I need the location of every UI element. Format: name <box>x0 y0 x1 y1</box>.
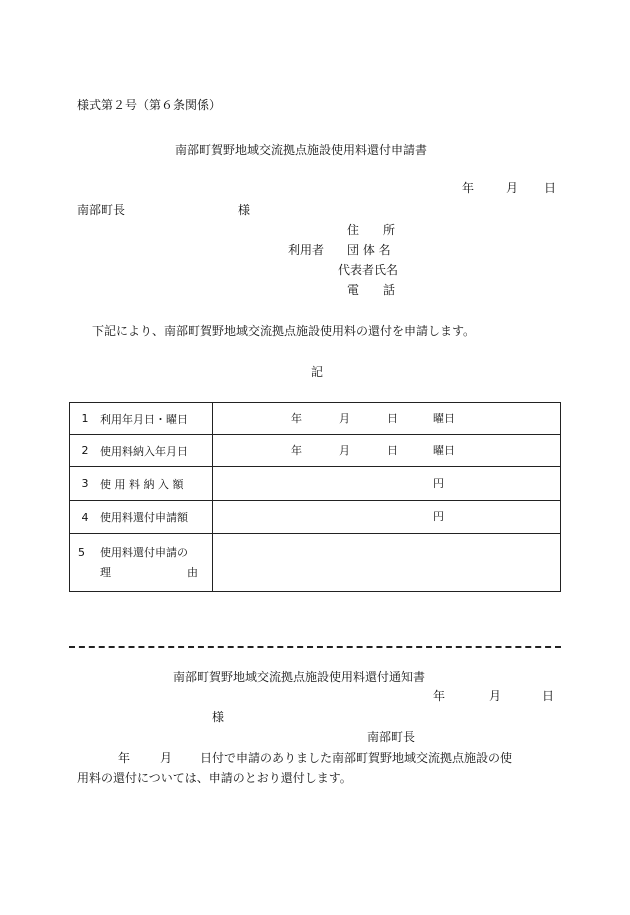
row-number: 4 <box>81 510 89 524</box>
paid-amount-yen: 円 <box>433 477 444 490</box>
applicant-group-label: 利用者 <box>288 243 325 257</box>
notice-line2-text: 用料の還付については、申請のとおり還付します。 <box>77 771 352 785</box>
row-label: 使用料還付申請額 <box>100 511 188 524</box>
row-label: 使用料納入年月日 <box>100 444 188 458</box>
payment-month-label: 月 <box>339 444 350 457</box>
notice-title: 南部町賀野地域交流拠点施設使用料還付通知書 <box>173 670 426 684</box>
row-label: 使用料還付申請の <box>100 546 188 559</box>
row-label: 利用年月日・曜日 <box>100 412 188 426</box>
row-label: 使 用 料 納 入 額 <box>100 477 184 491</box>
organization-label: 団 体 名 <box>347 243 391 257</box>
row-number: 1 <box>81 412 89 425</box>
notice-line1-month: 月 <box>160 751 173 765</box>
row-value-cell[interactable] <box>213 467 561 501</box>
use-day-label: 日 <box>387 412 398 425</box>
table-row <box>70 467 561 501</box>
payment-day-label: 日 <box>387 444 398 457</box>
phone-label: 電 話 <box>347 283 396 297</box>
document-title: 南部町賀野地域交流拠点施設使用料還付申請書 <box>175 143 428 157</box>
notice-line1-year: 年 <box>118 751 131 765</box>
row-label-reason-2: 由 <box>187 566 198 579</box>
addressee-honorific: 様 <box>238 203 251 217</box>
address-label: 住 所 <box>347 223 396 237</box>
date-month-label: 月 <box>506 181 519 195</box>
reason-value-cell[interactable] <box>213 534 561 592</box>
row-label-cell <box>70 435 213 467</box>
row-label-reason-1: 理 <box>100 566 111 579</box>
refund-amount-yen: 円 <box>433 510 444 523</box>
date-day-label: 日 <box>544 181 557 195</box>
row-label-cell <box>70 501 213 534</box>
notice-date-month: 月 <box>489 689 502 703</box>
cut-line <box>69 646 561 648</box>
table-row <box>70 403 561 435</box>
representative-label: 代表者氏名 <box>338 263 399 277</box>
row-value-cell[interactable] <box>213 403 561 435</box>
payment-weekday-label: 曜日 <box>433 444 455 457</box>
payment-year-label: 年 <box>291 444 302 457</box>
row-value-cell[interactable] <box>213 435 561 467</box>
row-number: 2 <box>81 444 89 457</box>
table-row <box>70 501 561 534</box>
row-number: 3 <box>81 477 89 490</box>
notice-issuer: 南部町長 <box>367 730 416 744</box>
row-label-cell <box>70 403 213 435</box>
use-weekday-label: 曜日 <box>433 412 455 425</box>
date-year-label: 年 <box>462 181 475 195</box>
use-month-label: 月 <box>339 412 350 425</box>
table-row <box>70 534 561 592</box>
notice-date-day: 日 <box>542 689 555 703</box>
intro-text: 下記により、南部町賀野地域交流拠点施設使用料の還付を申請します。 <box>92 324 476 338</box>
addressee: 南部町長 <box>77 203 126 217</box>
row-label-cell <box>70 467 213 501</box>
row-value-cell[interactable] <box>213 501 561 534</box>
notice-date-year: 年 <box>433 689 446 703</box>
use-year-label: 年 <box>291 412 302 425</box>
row-label-cell <box>70 534 213 592</box>
table-row <box>70 435 561 467</box>
form-number: 様式第２号（第６条関係） <box>77 98 222 112</box>
notice-honorific: 様 <box>212 710 225 724</box>
notice-line1-text: 日付で申請のありました南部町賀野地域交流拠点施設の使 <box>200 751 513 765</box>
application-table <box>69 402 561 592</box>
row-number: 5 <box>78 546 85 559</box>
ki-label: 記 <box>311 365 324 379</box>
